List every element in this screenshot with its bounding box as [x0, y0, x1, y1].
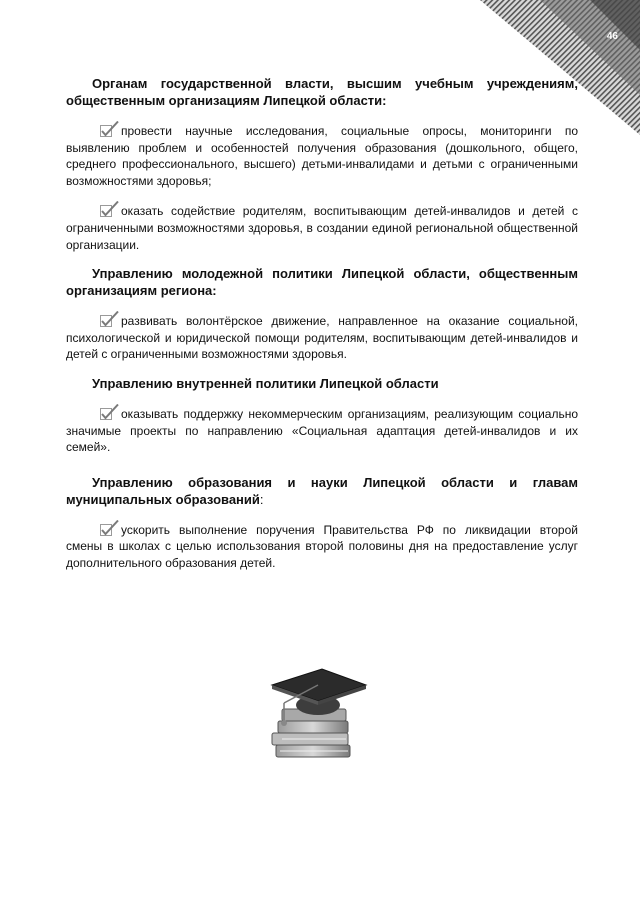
checkmark-icon: [100, 201, 120, 217]
checkmark-icon: [100, 404, 120, 420]
checkmark-icon: [100, 311, 120, 327]
list-item: оказывать поддержку некоммерческим организациям, реализующим социально значимые проекты по направлению «Социальная адаптация детей-инвалидов и их семей».: [66, 404, 578, 456]
section-heading: Управлению образования и науки Липецкой области и главам муниципальных образований:: [66, 474, 578, 507]
list-item: ускорить выполнение поручения Правительства РФ по ликвидации второй смены в школах с целью использования второй половины дня на предоставление услуг дополнительного образования детей.: [66, 520, 578, 572]
document-body: [66, 75, 578, 572]
list-item: оказать содействие родителям, воспитывающим детей-инвалидов и детей с ограниченными возможностями здоровья, в создании единой региональной общественной организации.: [66, 201, 578, 253]
list-item: развивать волонтёрское движение, направленное на оказание социальной, психологической и юридической помощи родителям, воспитывающим детей-инвалидов и детей с ограниченными возможностями здоровья.: [66, 311, 578, 363]
graduation-cap-books-icon: [262, 663, 372, 773]
checkmark-icon: [100, 121, 120, 137]
section-heading: Органам государственной власти, высшим учебным учреждениям, общественным организациям Липецкой области:: [66, 76, 578, 108]
list-item: провести научные исследования, социальные опросы, мониторинги по выявлению проблем и особенностей получения образования (дошкольного, общего, среднего профессионального, высшего) детьми-инвалидами и детьми с ограниченными возможностями здоровья;: [66, 121, 578, 189]
page-number: 46: [606, 31, 618, 42]
checkmark-icon: [100, 520, 120, 536]
section-heading: Управлению молодежной политики Липецкой области, общественным организациям региона:: [66, 266, 578, 299]
section-heading: Управлению внутренней политики Липецкой области: [92, 375, 439, 391]
